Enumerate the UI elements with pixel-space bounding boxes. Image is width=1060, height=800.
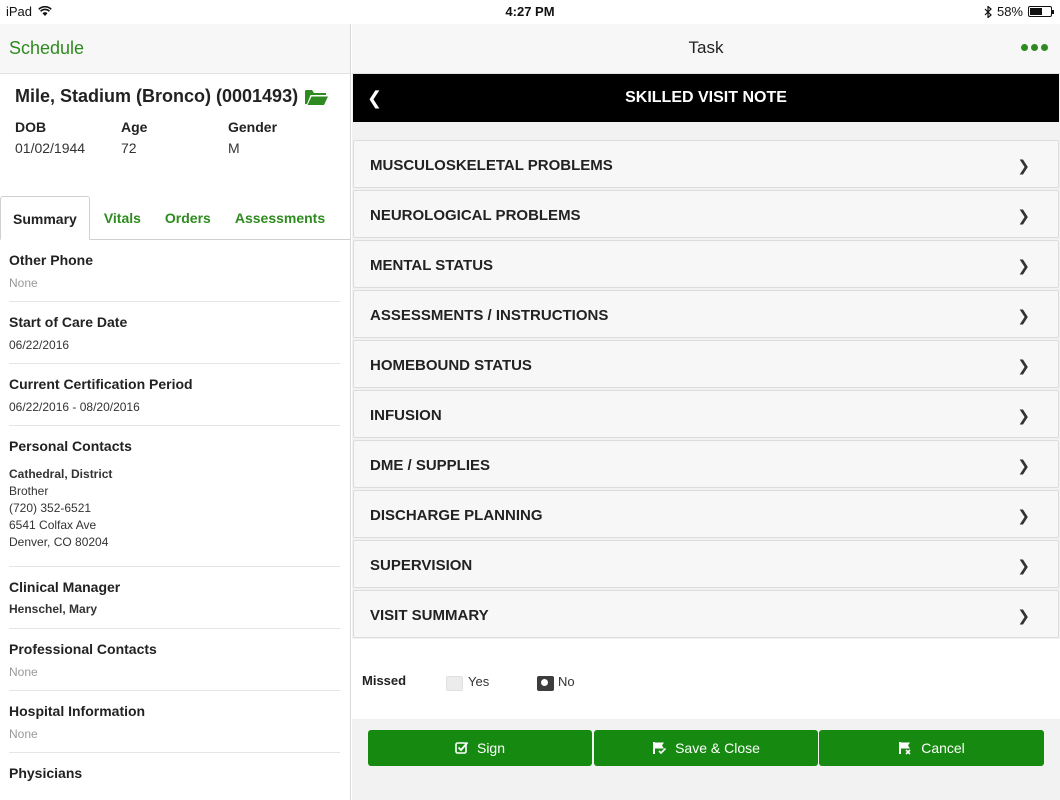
chevron-right-icon: ❯ [1017, 308, 1030, 325]
tab-summary[interactable]: Summary [0, 196, 90, 240]
cert-period-value: 06/22/2016 - 08/20/2016 [9, 400, 140, 414]
missed-label: Missed [362, 673, 407, 688]
section-assessments-instructions[interactable] [353, 290, 1059, 338]
dob-label: DOB [15, 119, 47, 135]
start-of-care-value: 06/22/2016 [9, 338, 70, 352]
dob-value: 01/02/1944 [15, 140, 86, 156]
contact-name: Cathedral, District [9, 467, 113, 481]
chevron-right-icon: ❯ [1017, 208, 1030, 225]
section-homebound-status[interactable] [353, 340, 1059, 388]
note-header [353, 74, 1059, 122]
section-mental-status[interactable] [353, 240, 1059, 288]
section-label: HOMEBOUND STATUS [370, 357, 532, 374]
clock: 4:27 PM [505, 4, 555, 19]
chevron-right-icon: ❯ [1017, 608, 1030, 625]
bluetooth-icon [984, 6, 992, 18]
missed-yes-radio[interactable] [446, 676, 463, 691]
cancel-button[interactable] [819, 730, 1044, 766]
other-phone-title: Other Phone [9, 252, 94, 268]
section-discharge-planning[interactable] [353, 490, 1059, 538]
physicians-item [9, 753, 340, 781]
chevron-left-icon[interactable]: ❮ [367, 88, 383, 108]
save-close-button[interactable] [594, 730, 818, 766]
missed-no-label[interactable]: No [558, 674, 575, 689]
page-title: Task [688, 38, 724, 57]
patient-sidebar [0, 24, 351, 800]
section-musculoskeletal-problems[interactable] [353, 140, 1059, 188]
section-label: VISIT SUMMARY [370, 607, 489, 624]
task-pane [352, 24, 1060, 800]
age-value: 72 [121, 140, 137, 156]
contact-address-line2: Denver, CO 80204 [9, 535, 109, 549]
section-label: MUSCULOSKELETAL PROBLEMS [370, 157, 613, 174]
professional-contacts-value: None [9, 665, 38, 679]
flag-icon [898, 741, 913, 755]
section-label: DME / SUPPLIES [370, 457, 491, 474]
section-neurological-problems[interactable] [353, 190, 1059, 238]
start-of-care-item [9, 302, 340, 364]
patient-tabs [0, 196, 350, 240]
other-phone-value: None [9, 276, 38, 290]
sign-button-label: Sign [476, 740, 506, 756]
sign-button[interactable] [368, 730, 592, 766]
note-sections [353, 140, 1059, 640]
patient-name: Mile, Stadium (Bronco) (0001493) [15, 86, 299, 106]
flag-icon [652, 741, 667, 755]
section-dme-supplies[interactable] [353, 440, 1059, 488]
start-of-care-title: Start of Care Date [9, 314, 128, 330]
cert-period-item [9, 364, 340, 426]
other-phone-item [9, 240, 340, 302]
section-infusion[interactable] [353, 390, 1059, 438]
left-navbar [0, 24, 350, 74]
professional-contacts-item [9, 629, 340, 691]
battery-percent: 58% [996, 4, 1023, 19]
folder-open-icon[interactable] [304, 88, 328, 106]
contact-phone[interactable]: (720) 352-6521 [9, 501, 92, 515]
section-label: ASSESSMENTS / INSTRUCTIONS [370, 307, 609, 324]
section-label: NEUROLOGICAL PROBLEMS [370, 207, 581, 224]
contact-address-line1: 6541 Colfax Ave [9, 518, 97, 532]
hospital-info-item [9, 691, 340, 753]
missed-visit-row [352, 639, 1060, 719]
chevron-right-icon: ❯ [1017, 558, 1030, 575]
cert-period-title: Current Certification Period [9, 376, 193, 392]
professional-contacts-title: Professional Contacts [9, 641, 157, 657]
section-label: DISCHARGE PLANNING [370, 507, 543, 524]
physicians-title: Physicians [9, 765, 83, 781]
status-bar [0, 0, 1060, 24]
chevron-right-icon: ❯ [1017, 358, 1030, 375]
section-supervision[interactable] [353, 540, 1059, 588]
contact-relation: Brother [9, 484, 49, 498]
patient-header [0, 74, 350, 196]
section-label: INFUSION [370, 407, 442, 424]
action-bar [352, 719, 1060, 779]
more-options-icon[interactable] [1021, 44, 1048, 51]
tab-assessments[interactable]: Assessments [234, 210, 326, 226]
personal-contacts-title: Personal Contacts [9, 438, 132, 454]
tab-orders[interactable]: Orders [164, 210, 211, 226]
cancel-button-label: Cancel [921, 740, 965, 756]
summary-list [0, 240, 350, 781]
device-name: iPad [6, 4, 33, 19]
missed-yes-label[interactable]: Yes [468, 674, 490, 689]
right-navbar [352, 24, 1060, 74]
gender-value: M [228, 140, 240, 156]
gender-label: Gender [228, 119, 278, 135]
section-label: SUPERVISION [370, 557, 473, 574]
note-title: SKILLED VISIT NOTE [625, 89, 787, 106]
schedule-back-button[interactable]: Schedule [9, 38, 85, 58]
patient-demographics [15, 119, 335, 156]
chevron-right-icon: ❯ [1017, 458, 1030, 475]
clinical-manager-value: Henschel, Mary [9, 602, 98, 616]
chevron-right-icon: ❯ [1017, 258, 1030, 275]
clinical-manager-title: Clinical Manager [9, 579, 121, 595]
tab-vitals[interactable]: Vitals [103, 210, 141, 226]
personal-contacts-item [9, 426, 340, 567]
section-label: MENTAL STATUS [370, 257, 494, 274]
hospital-info-value: None [9, 727, 38, 741]
missed-no-radio[interactable] [537, 676, 554, 691]
hospital-info-title: Hospital Information [9, 703, 146, 719]
clinical-manager-item [9, 567, 340, 629]
chevron-right-icon: ❯ [1017, 158, 1030, 175]
chevron-right-icon: ❯ [1017, 508, 1030, 525]
chevron-right-icon: ❯ [1017, 408, 1030, 425]
battery-icon [1028, 6, 1052, 17]
age-label: Age [121, 119, 148, 135]
checkbox-check-icon [455, 741, 469, 755]
section-visit-summary[interactable] [353, 590, 1059, 638]
save-close-button-label: Save & Close [675, 740, 760, 756]
